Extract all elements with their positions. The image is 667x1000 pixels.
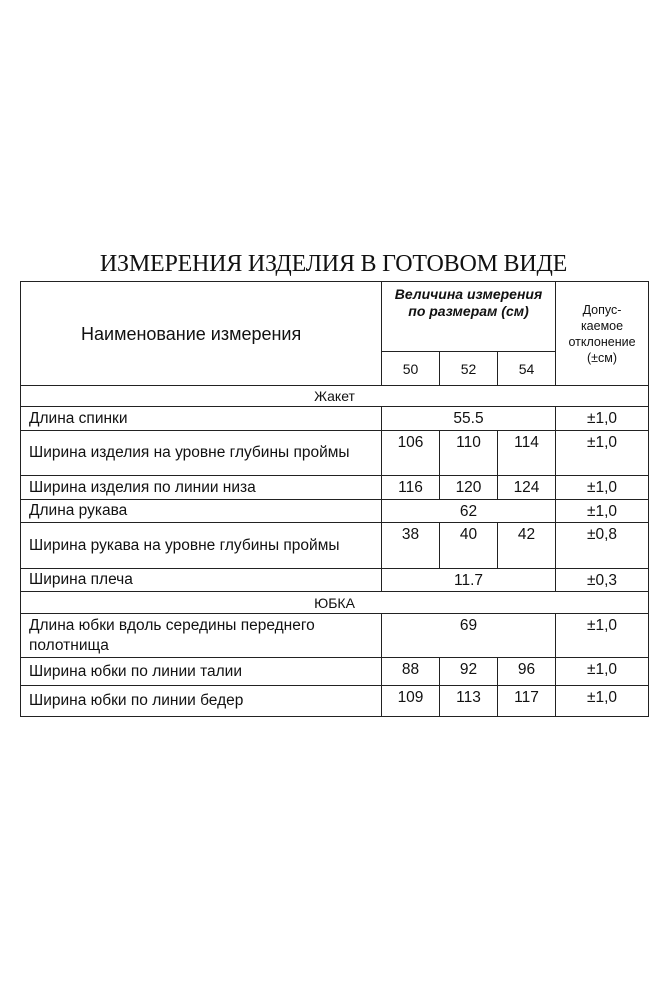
row-value-merged: 62 xyxy=(382,500,556,523)
row-value-54: 117 xyxy=(498,686,556,717)
row-value-50: 106 xyxy=(382,431,440,476)
row-name: Длина рукава xyxy=(21,500,382,523)
row-value-50: 116 xyxy=(382,476,440,500)
measurements-table xyxy=(20,281,649,717)
header-measurement-name: Наименование измерения xyxy=(21,282,382,386)
row-tolerance: ±1,0 xyxy=(556,658,649,686)
header-size-line-2: по размерам (см) xyxy=(408,303,529,319)
row-name: Длина юбки вдоль середины переднего полотнища xyxy=(21,614,382,658)
row-value-54: 114 xyxy=(498,431,556,476)
row-value-merged: 11.7 xyxy=(382,569,556,592)
row-name: Ширина юбки по линии бедер xyxy=(21,686,382,717)
row-name: Длина спинки xyxy=(21,407,382,431)
row-tolerance: ±1,0 xyxy=(556,614,649,658)
row-value-52: 113 xyxy=(440,686,498,717)
row-value-50: 38 xyxy=(382,523,440,569)
size-52: 52 xyxy=(440,352,498,386)
row-value-54: 96 xyxy=(498,658,556,686)
row-value-54: 42 xyxy=(498,523,556,569)
row-name: Ширина изделия по линии низа xyxy=(21,476,382,500)
header-tolerance xyxy=(556,282,649,386)
row-tolerance: ±0,3 xyxy=(556,569,649,592)
row-name: Ширина рукава на уровне глубины проймы xyxy=(21,523,382,569)
tol-line-4: (±см) xyxy=(587,350,618,365)
row-value-50: 109 xyxy=(382,686,440,717)
row-value-52: 40 xyxy=(440,523,498,569)
document-title: ИЗМЕРЕНИЯ ИЗДЕЛИЯ В ГОТОВОМ ВИДЕ xyxy=(99,251,568,277)
row-tolerance: ±1,0 xyxy=(556,431,649,476)
section-jacket: Жакет xyxy=(21,386,649,407)
header-size-line-1: Величина измерения xyxy=(394,286,543,302)
size-54: 54 xyxy=(498,352,556,386)
row-tolerance: ±1,0 xyxy=(556,476,649,500)
row-value-52: 110 xyxy=(440,431,498,476)
row-tolerance: ±1,0 xyxy=(556,686,649,717)
header-size-values xyxy=(382,282,556,352)
row-value-52: 92 xyxy=(440,658,498,686)
row-value-52: 120 xyxy=(440,476,498,500)
row-value-merged: 69 xyxy=(382,614,556,658)
row-value-50: 88 xyxy=(382,658,440,686)
row-name: Ширина изделия на уровне глубины проймы xyxy=(21,431,382,476)
tol-line-1: Допус- xyxy=(582,302,622,317)
size-50: 50 xyxy=(382,352,440,386)
row-name: Ширина юбки по линии талии xyxy=(21,658,382,686)
tol-line-2: каемое xyxy=(580,318,624,333)
row-value-merged: 55.5 xyxy=(382,407,556,431)
row-value-54: 124 xyxy=(498,476,556,500)
section-skirt: ЮБКА xyxy=(21,592,649,614)
row-name: Ширина плеча xyxy=(21,569,382,592)
tol-line-3: отклонение xyxy=(568,334,636,349)
row-tolerance: ±1,0 xyxy=(556,407,649,431)
row-tolerance: ±0,8 xyxy=(556,523,649,569)
row-tolerance: ±1,0 xyxy=(556,500,649,523)
